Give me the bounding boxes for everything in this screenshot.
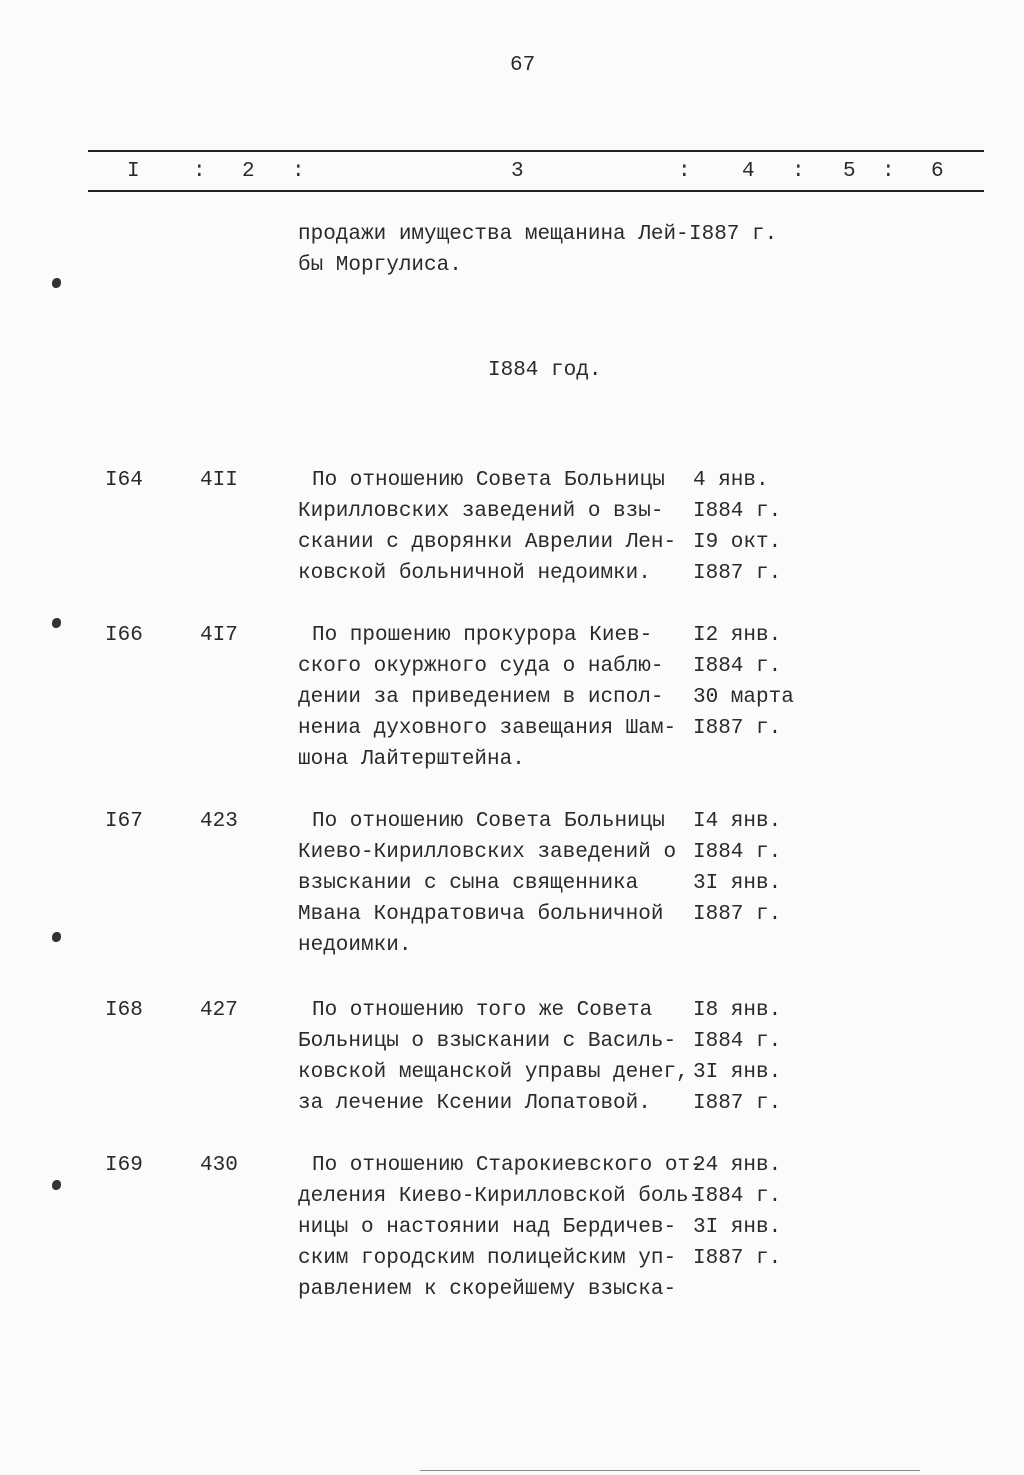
entry-date: I884 г. (693, 655, 782, 678)
entry-date: I9 окт. (693, 531, 782, 554)
entry-line: скании с дворянки Аврелии Лен- (298, 531, 677, 554)
section-title: I884 год. (488, 359, 602, 382)
entry-date: I4 янв. (693, 810, 782, 833)
col-sep: : (792, 160, 805, 183)
entry-line: продажи имущества мещанина Лей- (298, 223, 689, 246)
col-4: 4 (742, 160, 755, 183)
entry-date: I887 г. (693, 1247, 782, 1270)
entry-line: Кирилловских заведений о взы- (298, 500, 664, 523)
entry-date: I887 г. (693, 717, 782, 740)
entry-line: деления Киево-Кирилловской боль- (298, 1185, 702, 1208)
entry-line: По отношению того же Совета (312, 999, 653, 1022)
entry-date: I887 г. (693, 1092, 782, 1115)
entry-line: шона Лайтерштейна. (298, 748, 525, 771)
entry-number: I64 (105, 469, 143, 492)
header-top-rule (88, 150, 984, 152)
entry-date: 4 янв. (693, 469, 769, 492)
entry-case-number: 4I7 (200, 624, 238, 647)
entry-case-number: 427 (200, 999, 238, 1022)
entry-line: ковской больничной недоимки. (298, 562, 651, 585)
entry-number: I66 (105, 624, 143, 647)
entry-date: 3I янв. (693, 1216, 782, 1239)
entry-line: дении за приведением в испол- (298, 686, 664, 709)
entry-line: нениа духовного завещания Шам- (298, 717, 677, 740)
col-1: I (127, 160, 140, 183)
col-6: 6 (931, 160, 944, 183)
entry-date: 3I янв. (693, 1061, 782, 1084)
entry-date: I884 г. (693, 1185, 782, 1208)
col-sep: : (193, 160, 206, 183)
entry-line: Киево-Кирилловских заведений о (298, 841, 677, 864)
page-number: 67 (510, 54, 536, 77)
col-sep: : (882, 160, 895, 183)
entry-line: ковской мещанской управы денег, (298, 1061, 689, 1084)
entry-line: По отношению Старокиевского от- (312, 1154, 703, 1177)
entry-line: бы Моргулиса. (298, 254, 462, 277)
entry-date: I2 янв. (693, 624, 782, 647)
entry-case-number: 4II (200, 469, 238, 492)
punch-hole-mark (52, 932, 61, 942)
entry-line: По отношению Совета Больницы (312, 469, 665, 492)
entry-case-number: 430 (200, 1154, 238, 1177)
entry-line: недоимки. (298, 934, 412, 957)
entry-line: ского окуржного суда о наблю- (298, 655, 664, 678)
entry-date: I887 г. (689, 223, 778, 246)
entry-line: взыскании с сына священника (298, 872, 639, 895)
col-sep: : (678, 160, 691, 183)
entry-date: I884 г. (693, 500, 782, 523)
entry-line: По отношению Совета Больницы (312, 810, 665, 833)
entry-case-number: 423 (200, 810, 238, 833)
punch-hole-mark (52, 1180, 61, 1190)
entry-line: ским городским полицейским уп- (298, 1247, 677, 1270)
col-sep: : (292, 160, 305, 183)
bottom-rule (420, 1470, 920, 1471)
entry-date: I884 г. (693, 841, 782, 864)
entry-number: I69 (105, 1154, 143, 1177)
header-bottom-rule (88, 190, 984, 192)
entry-number: I68 (105, 999, 143, 1022)
col-3: 3 (511, 160, 524, 183)
col-2: 2 (242, 160, 255, 183)
entry-date: I887 г. (693, 562, 782, 585)
entry-date: 24 янв. (693, 1154, 782, 1177)
entry-number: I67 (105, 810, 143, 833)
entry-date: 30 марта (693, 686, 794, 709)
entry-date: 3I янв. (693, 872, 782, 895)
entry-line: Мвана Кондратовича больничной (298, 903, 664, 926)
punch-hole-mark (52, 278, 61, 288)
entry-date: I887 г. (693, 903, 782, 926)
entry-line: Больницы о взыскании с Василь- (298, 1030, 677, 1053)
entry-line: равлением к скорейшему взыска- (298, 1278, 677, 1301)
entry-date: I8 янв. (693, 999, 782, 1022)
col-5: 5 (843, 160, 856, 183)
punch-hole-mark (52, 618, 61, 628)
entry-line: По прошению прокурора Киев- (312, 624, 653, 647)
entry-date: I884 г. (693, 1030, 782, 1053)
entry-line: ницы о настоянии над Бердичев- (298, 1216, 677, 1239)
entry-line: за лечение Ксении Лопатовой. (298, 1092, 651, 1115)
